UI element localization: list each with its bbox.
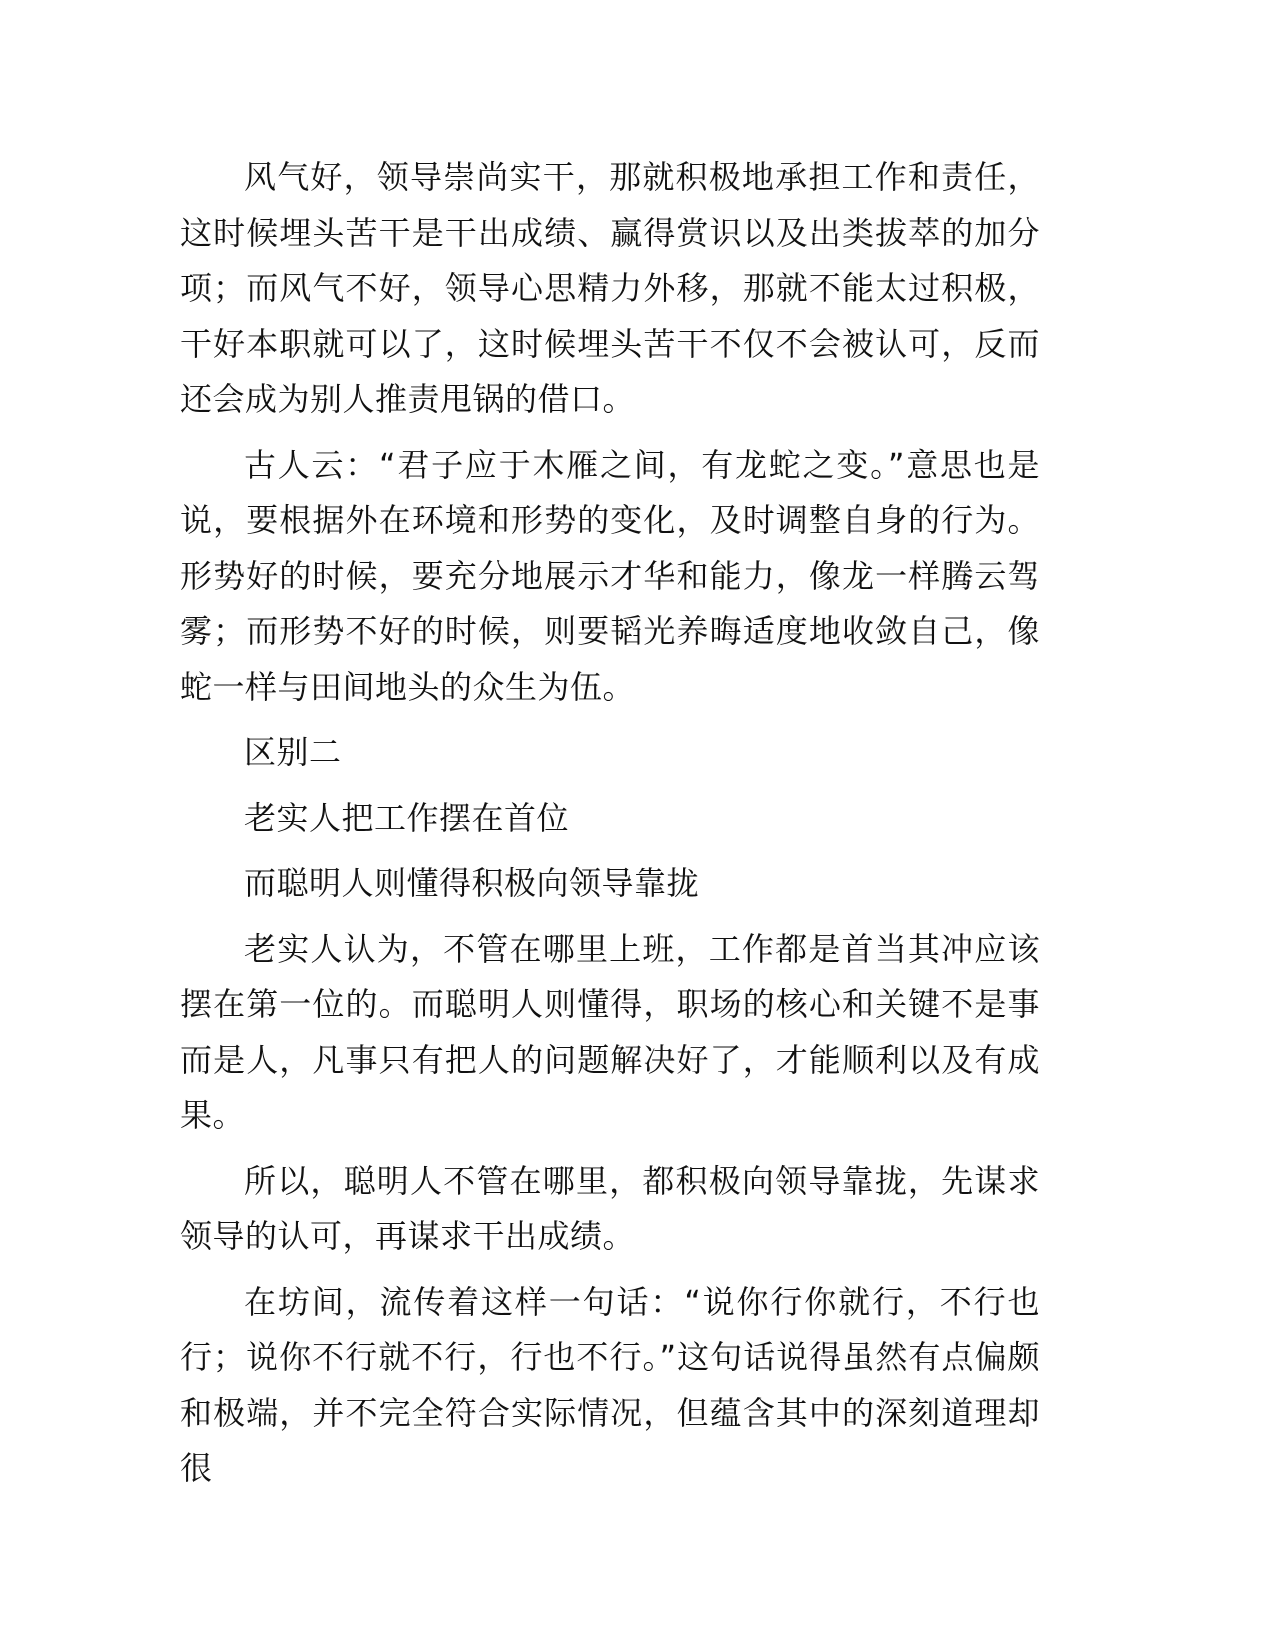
paragraph-4: 所以，聪明人不管在哪里，都积极向领导靠拢，先谋求领导的认可，再谋求干出成绩。 bbox=[180, 1161, 1040, 1255]
document-body bbox=[180, 150, 1040, 1507]
paragraph-1: 风气好，领导崇尚实干，那就积极地承担工作和责任，这时候埋头苦干是干出成绩、赢得赏识以及出类拔萃的加分项；而风气不好，领导心思精力外移，那就不能太过积极，干好本职就可以了，这时候埋头苦干不仅不会被认可，反而还会成为别人推责甩锅的借口。 bbox=[180, 158, 1040, 418]
paragraph-2: 古人云：“君子应于木雁之间，有龙蛇之变。”意思也是说，要根据外在环境和形势的变化，及时调整自身的行为。形势好的时候，要充分地展示才华和能力，像龙一样腾云驾雾；而形势不好的时候，则要韬光养晦适度地收敛自己，像蛇一样与田间地头的众生为伍。 bbox=[180, 445, 1040, 706]
paragraph-3: 老实人认为，不管在哪里上班，工作都是首当其冲应该摆在第一位的。而聪明人则懂得，职场的核心和关键不是事而是人，凡事只有把人的问题解决好了，才能顺利以及有成果。 bbox=[180, 929, 1040, 1134]
subheading-1: 老实人把工作摆在首位 bbox=[244, 798, 570, 837]
subheading-2: 而聪明人则懂得积极向领导靠拢 bbox=[244, 864, 700, 902]
section-heading: 区别二 bbox=[244, 733, 342, 771]
paragraph-5: 在坊间，流传着这样一句话：“说你行你就行，不行也行；说你不行就不行，行也不行。”这句话说得虽然有点偏颇和极端，并不完全符合实际情况，但蕴含其中的深刻道理却很 bbox=[180, 1282, 1040, 1487]
